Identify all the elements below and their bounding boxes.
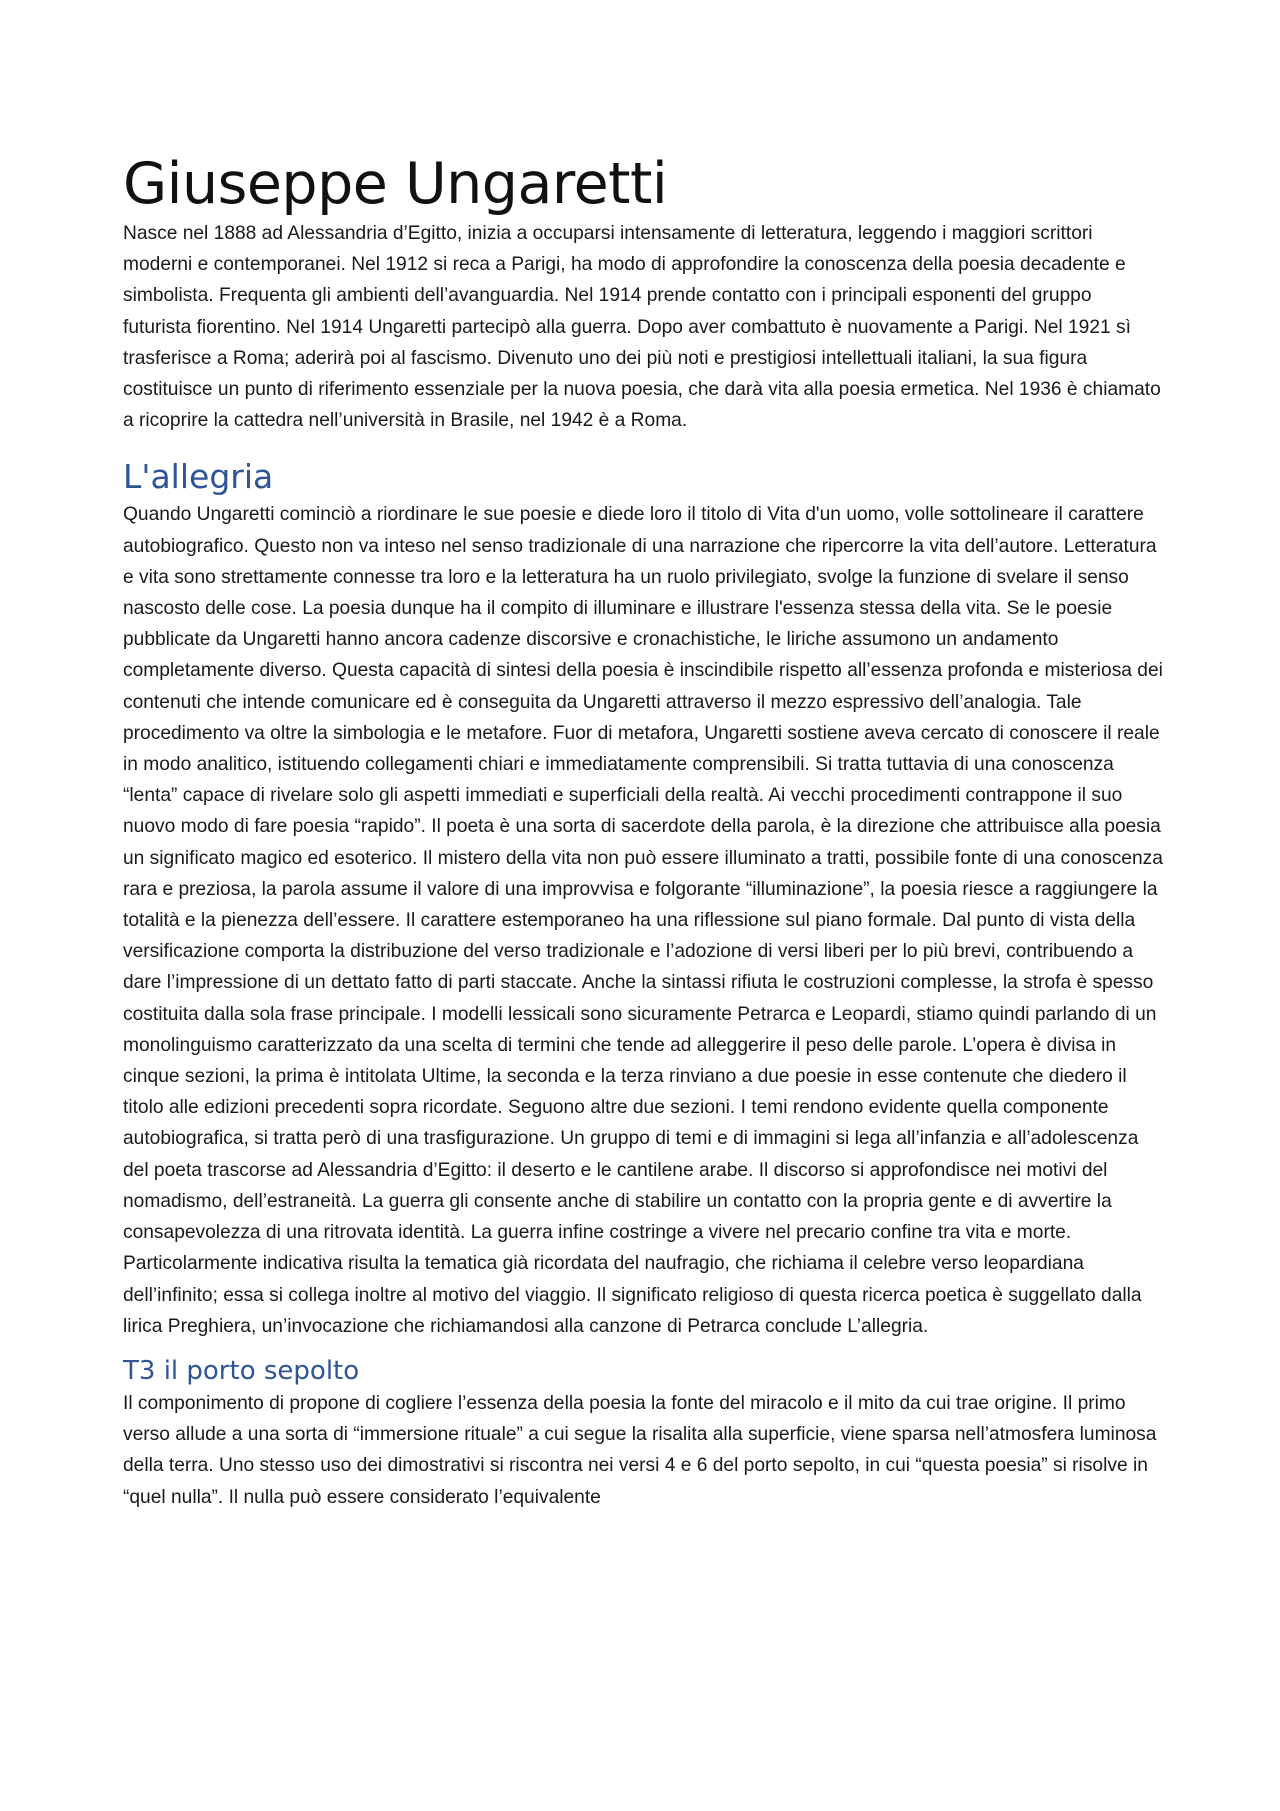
section-heading-allegria: L'allegria (123, 457, 274, 497)
section-heading-porto-sepolto: T3 il porto sepolto (123, 1355, 360, 1386)
document-page (123, 150, 1163, 1513)
section-paragraph-allegria: Quando Ungaretti cominciò a riordinare le sue poesie e diede loro il titolo di Vita d'un uomo, volle sottolineare il carattere autobiografico. Questo non va inteso nel senso tradizionale di una narrazione che ripercorre la vita dell’autore. Letteratura e vita sono strettamente connesse tra loro e la letteratura ha un ruolo privilegiato, svolge la funzione di svelare il senso nascosto delle cose. La poesia dunque ha il compito di illuminare e illustrare l'essenza stessa della vita. Se le poesie pubblicate da Ungaretti hanno ancora cadenze discorsive e cronachistiche, le liriche assumono un andamento completamente diverso. Questa capacità di sintesi della poesia è inscindibile rispetto all’essenza profonda e misteriosa dei contenuti che intende comunicare ed è conseguita da Ungaretti attraverso il mezzo espressivo dell’analogia. Tale procedimento va oltre la simbologia e le metafore. Fuor di metafora, Ungaretti sostiene aveva cercato di conoscere il reale in modo analitico, istituendo collegamenti chiari e immediatamente comprensibili. Si tratta tuttavia di una conoscenza “lenta” capace di rivelare solo gli aspetti immediati e superficiali della realtà. Ai vecchi procedimenti contrappone il suo nuovo modo di fare poesia “rapido”. Il poeta è una sorta di sacerdote della parola, è la direzione che attribuisce alla poesia un significato magico ed esoterico. Il mistero della vita non può essere illuminato a tratti, possibile fonte di una conoscenza rara e preziosa, la parola assume il valore di una improvvisa e folgorante “illuminazione”, la poesia riesce a raggiungere la totalità e la pienezza dell’essere. Il carattere estemporaneo ha una riflessione sul piano formale. Dal punto di vista della versificazione comporta la distribuzione del verso tradizionale e l’adozione di versi liberi per lo più brevi, contribuendo a dare l’impressione di un dettato fatto di parti staccate. Anche la sintassi rifiuta le costruzioni complesse, la strofa è spesso costituita dalla sola frase principale. I modelli lessicali sono sicuramente Petrarca e Leopardi, stiamo quindi parlando di un monolinguismo caratterizzato da una scelta di termini che tende ad alleggerire il peso delle parole. L’opera è divisa in cinque sezioni, la prima è intitolata Ultime, la seconda e la terza rinviano a due poesie in esse contenute che diedero il titolo alle edizioni precedenti sopra ricordate. Seguono altre due sezioni. I temi rendono evidente quella componente autobiografica, si tratta però di una trasfigurazione. Un gruppo di temi e di immagini si lega all’infanzia e all’adolescenza del poeta trascorse ad Alessandria d’Egitto: il deserto e le cantilene arabe. Il discorso si approfondisce nei motivi del nomadismo, dell’estraneità. La guerra gli consente anche di stabilire un contatto con la propria gente e di avvertire la consapevolezza di una ritrovata identità. La guerra infine costringe a vivere nel precario confine tra vita e morte. Particolarmente indicativa risulta la tematica già ricordata del naufragio, che richiama il celebre verso leopardiana dell’infinito; essa si collega inoltre al motivo del viaggio. Il significato religioso di questa ricerca poetica è suggellato dalla lirica Preghiera, un’invocazione che richiamandosi alla canzone di Petrarca conclude L’allegria. (123, 504, 1163, 1337)
section-paragraph-porto-sepolto: Il componimento di propone di cogliere l’essenza della poesia la fonte del miracolo e il mito da cui trae origine. Il primo verso allude a una sorta di “immersione rituale” a cui segue la risalita alla superficie, viene sparsa nell’atmosfera luminosa della terra. Uno stesso uso dei dimostrativi si riscontra nei versi 4 e 6 del porto sepolto, in cui “questa poesia” si risolve in “quel nulla”. Il nulla può essere considerato l’equivalente (123, 1392, 1157, 1508)
intro-paragraph: Nasce nel 1888 ad Alessandria d’Egitto, inizia a occuparsi intensamente di letteratura, leggendo i maggiori scrittori moderni e contemporanei. Nel 1912 si reca a Parigi, ha modo di approfondire la conoscenza della poesia decadente e simbolista. Frequenta gli ambienti dell’avanguardia. Nel 1914 prende contatto con i principali esponenti del gruppo futurista fiorentino. Nel 1914 Ungaretti partecipò alla guerra. Dopo aver combattuto è nuovamente a Parigi. Nel 1921 sì trasferisce a Roma; aderirà poi al fascismo. Divenuto uno dei più noti e prestigiosi intellettuali italiani, la sua figura costituisce un punto di riferimento essenziale per la nuova poesia, che darà vita alla poesia ermetica. Nel 1936 è chiamato a ricoprire la cattedra nell’università in Brasile, nel 1942 è a Roma. (123, 223, 1161, 432)
document-title: Giuseppe Ungaretti (123, 151, 668, 217)
